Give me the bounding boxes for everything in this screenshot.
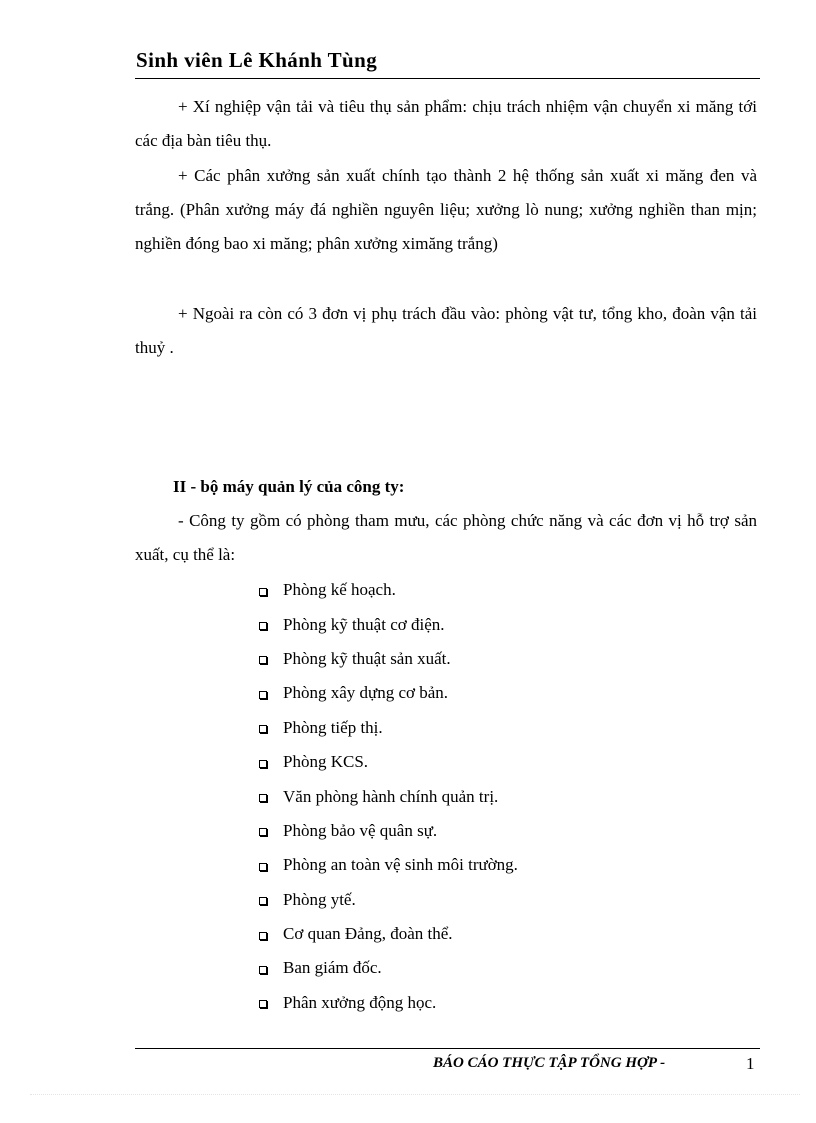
list-item [259, 779, 518, 813]
list-item [259, 814, 518, 848]
page-bottom-dotted-line [30, 1094, 800, 1095]
list-item-label: Phòng kế hoạch. [283, 580, 396, 600]
header-divider [135, 78, 760, 79]
list-item-label: Phòng kỹ thuật cơ điện. [283, 614, 445, 634]
list-item [259, 883, 518, 917]
list-item [259, 951, 518, 985]
paragraph-input-units [135, 297, 757, 365]
list-item [259, 711, 518, 745]
list-item-label: Cơ quan Đảng, đoàn thể. [283, 924, 453, 944]
square-bullet-icon [259, 588, 267, 596]
list-item-label: Phòng tiếp thị. [283, 717, 383, 737]
list-item-label: Phòng kỹ thuật sản xuất. [283, 648, 451, 668]
square-bullet-icon [259, 691, 267, 699]
square-bullet-icon [259, 828, 267, 836]
list-item [259, 607, 518, 641]
list-item-label: Phòng xây dựng cơ bản. [283, 683, 449, 703]
square-bullet-icon [259, 725, 267, 733]
paragraph-text: + Xí nghiệp vận tải và tiêu thụ sản phẩm: chịu trách nhiệm vận chuyển xi măng tới các địa bàn tiêu thụ. [135, 97, 757, 150]
square-bullet-icon [259, 622, 267, 630]
paragraph-production-workshops [135, 159, 757, 261]
list-item-label: Phòng bảo vệ quân sự. [283, 820, 438, 840]
paragraph-intro [135, 504, 757, 572]
square-bullet-icon [259, 897, 267, 905]
list-item-label: Phòng KCS. [283, 752, 369, 772]
page-number: 1 [746, 1054, 755, 1073]
square-bullet-icon [259, 794, 267, 802]
list-item [259, 917, 518, 951]
paragraph-transport-enterprise [135, 90, 757, 158]
section-heading: II - bộ máy quản lý của công ty: [173, 477, 405, 496]
list-item-label: Phân xưởng động học. [283, 992, 437, 1012]
paragraph-text: + Ngoài ra còn có 3 đơn vị phụ trách đầu vào: phòng vật tư, tổng kho, đoàn vận tải thuỷ . [135, 304, 757, 357]
list-item-label: Phòng ytế. [283, 889, 356, 909]
square-bullet-icon [259, 1000, 267, 1008]
list-item [259, 745, 518, 779]
square-bullet-icon [259, 863, 267, 871]
paragraph-text: - Công ty gồm có phòng tham mưu, các phòng chức năng và các đơn vị hỗ trợ sản xuất, cụ thể là: [135, 511, 757, 564]
list-item [259, 848, 518, 882]
list-item [259, 986, 518, 1020]
list-item [259, 642, 518, 676]
footer-divider [135, 1048, 760, 1049]
square-bullet-icon [259, 932, 267, 940]
list-item-label: Ban giám đốc. [283, 958, 382, 978]
square-bullet-icon [259, 966, 267, 974]
square-bullet-icon [259, 760, 267, 768]
department-list [259, 573, 518, 1020]
list-item-label: Văn phòng hành chính quản trị. [283, 786, 499, 806]
square-bullet-icon [259, 656, 267, 664]
footer-report-title: BÁO CÁO THỰC TẬP TỔNG HỢP - [433, 1055, 666, 1071]
list-item-label: Phòng an toàn vệ sinh môi trường. [283, 855, 518, 875]
header-title: Sinh viên Lê Khánh Tùng [136, 48, 378, 72]
list-item [259, 676, 518, 710]
paragraph-text: + Các phân xưởng sản xuất chính tạo thành 2 hệ thống sản xuất xi măng đen và trắng. (Phân xưởng máy đá nghiền nguyên liệu; xưởng lò nung; xưởng nghiền than mịn; nghiền đóng bao xi măng; phân xưởng ximăng trắng) [135, 166, 757, 253]
list-item [259, 573, 518, 607]
